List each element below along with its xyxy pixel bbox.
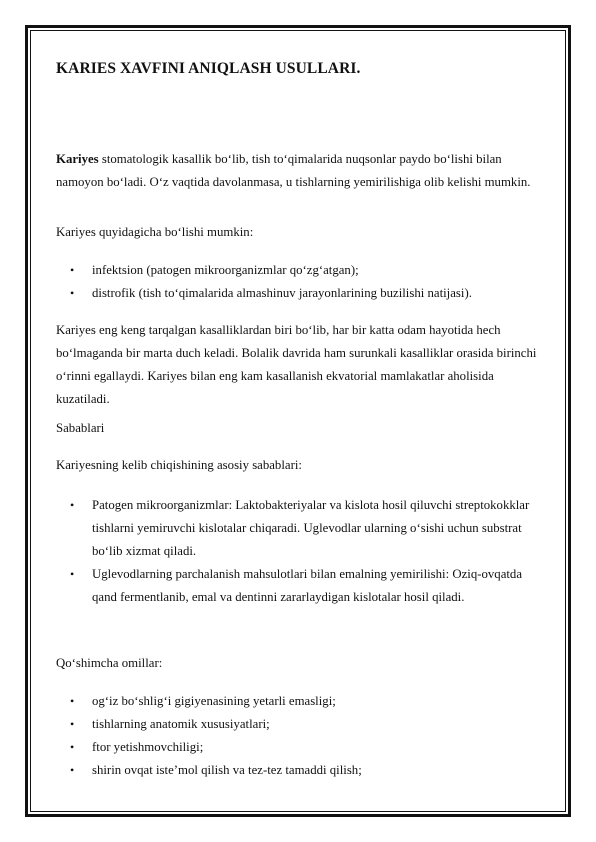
extra-factors-heading: Qo‘shimcha omillar: [56, 656, 163, 670]
intro-text: stomatologik kasallik bo‘lib, tish to‘qimalarida nuqsonlar paydo bo‘lishi bilan namoyon bo‘ladi. O‘z vaqtida davolanmasa, u tishlarning yemirilishiga olib kelishi mumkin. [56, 152, 531, 189]
types-heading: Kariyes quyidagicha bo‘lishi mumkin: [56, 225, 254, 239]
list-item: • tishlarning anatomik xususiyatlari; [56, 713, 546, 736]
bullet-icon: • [70, 763, 75, 777]
list-item: • Uglevodlarning parchalanish mahsulotlari bilan emalning yemirilishi: Oziq-ovqatda qand fermentlanib, emal va dentinni zararlaydigan kislotalar hosil qiladi. [56, 563, 534, 609]
extra-factors-list [56, 690, 546, 782]
document-title: KARIES XAVFINI ANIQLASH USULLARI. [56, 60, 361, 77]
prevalence-paragraph: Kariyes eng keng tarqalgan kasalliklardan biri bo‘lib, har bir katta odam hayotida hech bo‘lmaganda bir marta duch keladi. Bolalik davrida ham surunkali kasalliklar orasida birinchi o‘rinni egallaydi. Kariyes bilan eng kam kasallanish ekvatorial mamlakatlar aholisida kuzatiladi. [56, 323, 537, 406]
types-list [56, 259, 546, 305]
bullet-icon: • [70, 286, 75, 300]
bullet-icon: • [70, 263, 75, 277]
list-item: • Patogen mikroorganizmlar: Laktobakteriyalar va kislota hosil qiluvchi streptokokklar tishlarni yemiruvchi kislotalar chiqaradi. Uglevodlar ularning o‘sishi uchun substrat bo‘lib xizmat qiladi. [56, 494, 534, 563]
bullet-icon: • [70, 567, 75, 581]
causes-heading: Sabablari [56, 421, 105, 435]
causes-intro: Kariyesning kelib chiqishining asosiy sabablari: [56, 458, 302, 472]
bullet-icon: • [70, 694, 75, 708]
list-item: • distrofik (tish to‘qimalarida almashinuv jarayonlarining buzilishi natijasi). [56, 282, 546, 305]
bullet-icon: • [70, 740, 75, 754]
intro-paragraph [56, 148, 546, 194]
intro-bold-term: Kariyes [56, 152, 99, 166]
bullet-icon: • [70, 498, 75, 512]
bullet-icon: • [70, 717, 75, 731]
causes-list [56, 494, 534, 609]
list-item: • og‘iz bo‘shlig‘i gigiyenasining yetarli emasligi; [56, 690, 546, 713]
list-item: • ftor yetishmovchiligi; [56, 736, 546, 759]
list-item: • shirin ovqat iste’mol qilish va tez-tez tamaddi qilish; [56, 759, 546, 782]
list-item: • infektsion (patogen mikroorganizmlar qo‘zg‘atgan); [56, 259, 546, 282]
